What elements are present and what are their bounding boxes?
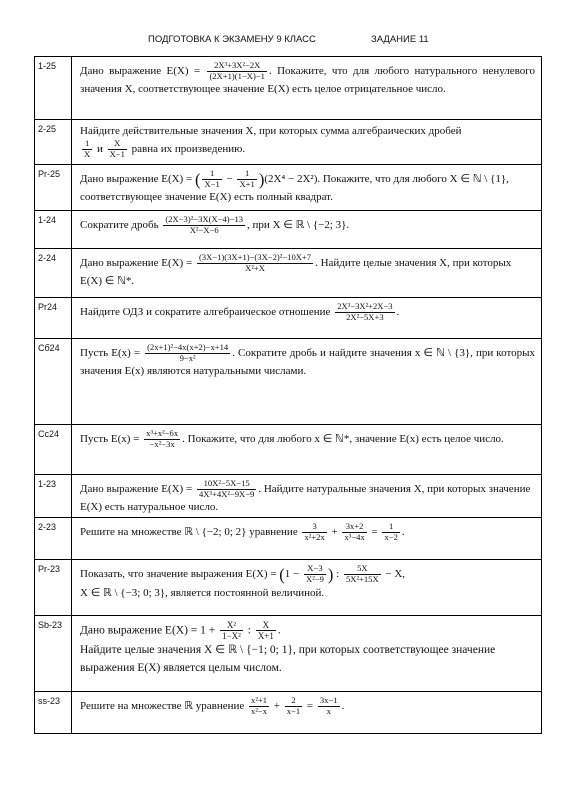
numerator: 3x−1	[319, 694, 338, 705]
operator: =	[368, 525, 381, 538]
task-tail: .	[396, 305, 400, 318]
table-row	[35, 165, 542, 211]
task-code: ss-23	[35, 691, 72, 733]
fraction	[382, 522, 399, 543]
denominator: X−1	[109, 148, 125, 159]
numerator: x²+1	[251, 694, 268, 705]
task-tail: , при X ∈ ℝ \ {−2; 3}.	[247, 218, 350, 231]
table-row	[35, 615, 542, 691]
task-lead: Сократите дробь	[80, 218, 162, 231]
denominator: x²+2x	[304, 531, 325, 542]
numerator: X²	[220, 620, 243, 631]
task-text	[72, 425, 542, 475]
denominator: −x²−3x	[149, 438, 175, 449]
fraction	[304, 564, 326, 585]
fraction	[197, 253, 313, 274]
numerator: (2X−3)²−3X(X−4)−13	[165, 214, 244, 224]
task-text	[72, 211, 542, 249]
task-code: 1-24	[35, 211, 72, 249]
task-lead: Решите на множестве ℝ уравнение	[80, 699, 248, 712]
fraction	[207, 61, 267, 82]
task-tail-expr: − X,	[382, 567, 406, 580]
task-lead: Дано выражение E(X) =	[80, 482, 195, 495]
numerator: 3x+2	[342, 522, 366, 533]
task-tail: равна их произведению.	[128, 142, 246, 155]
table-row	[35, 211, 542, 249]
task-code: 2-25	[35, 120, 72, 165]
task-text: Дано выражение E(X) = ( $\frac{1}{X-1}$ − $\frac{1}{X+1}$ )(2X⁴ − 2X²). Покажите, что для любого X ∈ ℕ \ {1}, соответствующее значение E(X) есть полный квадрат.	[72, 165, 542, 211]
operator: +	[271, 699, 283, 712]
numerator: X	[256, 620, 276, 631]
task-lead: Найдите действительные значения X, при которых сумма алгебраических дробей	[80, 125, 462, 137]
task-tail: Найдите целые значения X ∈ ℝ \ {−1; 0; 1}, при которых соответствующее значение выражения E(X) является целым числом.	[80, 644, 496, 675]
task-code: Сс24	[35, 425, 72, 475]
task-code: 2-23	[35, 517, 72, 559]
conjunction: и	[94, 142, 106, 155]
task-tail: . Сократите дробь и найдите значения x ∈ ℕ \ {3}, при которых значения E(x) являются натуральными числами.	[80, 346, 535, 377]
fraction	[344, 564, 381, 585]
denominator: 1−X²	[222, 631, 241, 642]
fraction	[237, 169, 256, 190]
numerator: 1	[202, 169, 221, 180]
task-tail: . Покажите, что для любого x ∈ ℕ*, значение E(x) есть целое число.	[182, 432, 504, 445]
fraction	[302, 522, 326, 543]
denominator: x²−x	[251, 705, 268, 716]
task-text	[72, 57, 542, 120]
denominator: X−1	[204, 178, 220, 189]
table-row	[35, 120, 542, 165]
fraction	[197, 479, 256, 500]
operator: −	[223, 172, 236, 185]
denominator: 4X³+4X²−9X−9	[198, 488, 255, 499]
task-tail: . Покажите, что для любого натурального ненулевого значения X, соответствующее значение E(X) есть целое отрицательное число.	[80, 64, 535, 95]
denominator: x−1	[286, 705, 301, 716]
fraction	[108, 139, 127, 160]
fraction	[342, 522, 366, 543]
denominator: X²−9	[306, 573, 324, 584]
task-code: Pr-25	[35, 165, 72, 211]
task-lead: Пусть E(x) =	[80, 346, 144, 359]
fraction	[163, 215, 245, 236]
table-row	[35, 339, 542, 425]
denominator: X+1	[239, 178, 255, 189]
tasks-table	[34, 56, 542, 734]
task-code: Sb-23	[35, 615, 72, 691]
task-text: Дано выражение E(X) = 1 + $\frac{\text{X²}}{\text{1−X²}}$ : $\frac{X}{X+1}$ . Найдите целые значения X ∈ ℝ \ {−1; 0; 1}, при которых соответствующее значение выражения E(X) является целым числом.	[72, 615, 542, 691]
fraction	[220, 620, 243, 642]
task-code: Сб24	[35, 339, 72, 425]
denominator: X²+X	[245, 262, 265, 273]
page-header	[0, 34, 566, 50]
header-title: ПОДГОТОВКА К ЭКЗАМЕНУ 9 КЛАСС	[148, 34, 316, 45]
denominator: 9−x²	[179, 352, 196, 363]
task-lead: Показать, что значение выражения E(X) =	[80, 567, 280, 580]
task-text	[72, 339, 542, 425]
fraction	[144, 429, 180, 450]
numerator: (3X−1)(3X+1)−(3X−2)²−10X+7	[198, 252, 312, 262]
operator: +	[328, 525, 341, 538]
numerator: 5X	[344, 564, 381, 575]
operator: =	[304, 699, 316, 712]
task-tail: (2X⁴ − 2X²). Покажите, что для любого X ∈ ℕ \ {1}, соответствующее значение E(X) есть полный квадрат.	[80, 172, 509, 203]
task-code: 1-23	[35, 475, 72, 518]
task-text: Показать, что значение выражения E(X) = (1 − $\frac{X-3}{\text{X²−9}}$ ) : $\frac{5X}{\text{5X²+15X}}$ − X, X ∈ ℝ \ {−3; 0; 3}, является постоянной величиной.	[72, 559, 542, 615]
fraction	[335, 302, 394, 323]
task-tail: X ∈ ℝ \ {−3; 0; 3}, является постоянной величиной.	[80, 587, 325, 600]
numerator: 1	[382, 522, 399, 533]
table-row	[35, 475, 542, 518]
task-code: Pr24	[35, 298, 72, 339]
fraction	[249, 696, 269, 717]
numerator: 2X³+3X²−2X	[207, 61, 267, 72]
denominator: 5X²+15X	[345, 573, 379, 584]
denominator: X+1	[257, 631, 274, 642]
table-row	[35, 559, 542, 615]
operator: :	[333, 567, 342, 580]
operator: :	[244, 624, 254, 637]
numerator: 10X²−5X−15	[197, 479, 256, 490]
numerator: X−3	[304, 564, 326, 575]
table-row	[35, 298, 542, 339]
task-text	[72, 120, 542, 165]
numerator: X	[108, 139, 127, 150]
denominator: x	[326, 705, 331, 716]
denominator: X²−X−6	[189, 224, 219, 235]
numerator: 2	[285, 696, 302, 707]
task-lead: Дано выражение E(X) =	[80, 172, 195, 185]
task-text	[72, 298, 542, 339]
fraction	[202, 169, 221, 190]
task-tail: . Найдите целые значения X, при которых E(X) ∈ ℕ*.	[80, 256, 512, 287]
task-lead: Дано выражение E(X) =	[80, 64, 206, 77]
fraction	[82, 139, 92, 160]
fraction	[285, 696, 302, 717]
task-text	[72, 691, 542, 733]
task-lead: Дано выражение E(X) =	[80, 256, 195, 269]
denominator: x−2	[384, 531, 398, 542]
numerator: 1	[82, 139, 92, 150]
denominator: X	[84, 148, 91, 159]
fraction	[256, 620, 276, 642]
numerator: 1	[237, 169, 256, 180]
task-tail: .	[401, 525, 405, 538]
task-tail: .	[341, 699, 345, 712]
table-row	[35, 57, 542, 120]
fraction	[318, 696, 340, 717]
table-row	[35, 249, 542, 298]
numerator: 2X³−3X²+2X−3	[337, 301, 393, 311]
task-tail: . Найдите натуральные значения X, при которых значение E(X) есть натуральное число.	[80, 482, 531, 513]
denominator: 2X²−5X+3	[346, 311, 384, 322]
task-code: 2-24	[35, 249, 72, 298]
header-task: ЗАДАНИЕ 11	[371, 34, 429, 45]
fraction	[145, 343, 230, 364]
table-row	[35, 517, 542, 559]
task-text	[72, 249, 542, 298]
denominator: x³−4x	[344, 531, 365, 542]
task-lead: Дано выражение E(X) = 1 +	[80, 624, 219, 637]
numerator: (2x+1)²−4x(x+2)−x+14	[147, 342, 229, 352]
task-lead: Пусть E(x) =	[80, 432, 143, 445]
task-text	[72, 475, 542, 518]
task-text	[72, 517, 542, 559]
numerator: x³+x²−6x	[146, 428, 179, 438]
table-row	[35, 691, 542, 733]
table-row	[35, 425, 542, 475]
denominator: (2X+1)(1−X)−1	[209, 70, 265, 81]
task-code: Pr-23	[35, 559, 72, 615]
task-lead: Найдите ОДЗ и сократите алгебраическое отношение	[80, 305, 334, 318]
numerator: 3	[302, 522, 326, 533]
task-lead: Решите на множестве ℝ \ {−2; 0; 2} уравнение	[80, 525, 301, 538]
task-code: 1-25	[35, 57, 72, 120]
